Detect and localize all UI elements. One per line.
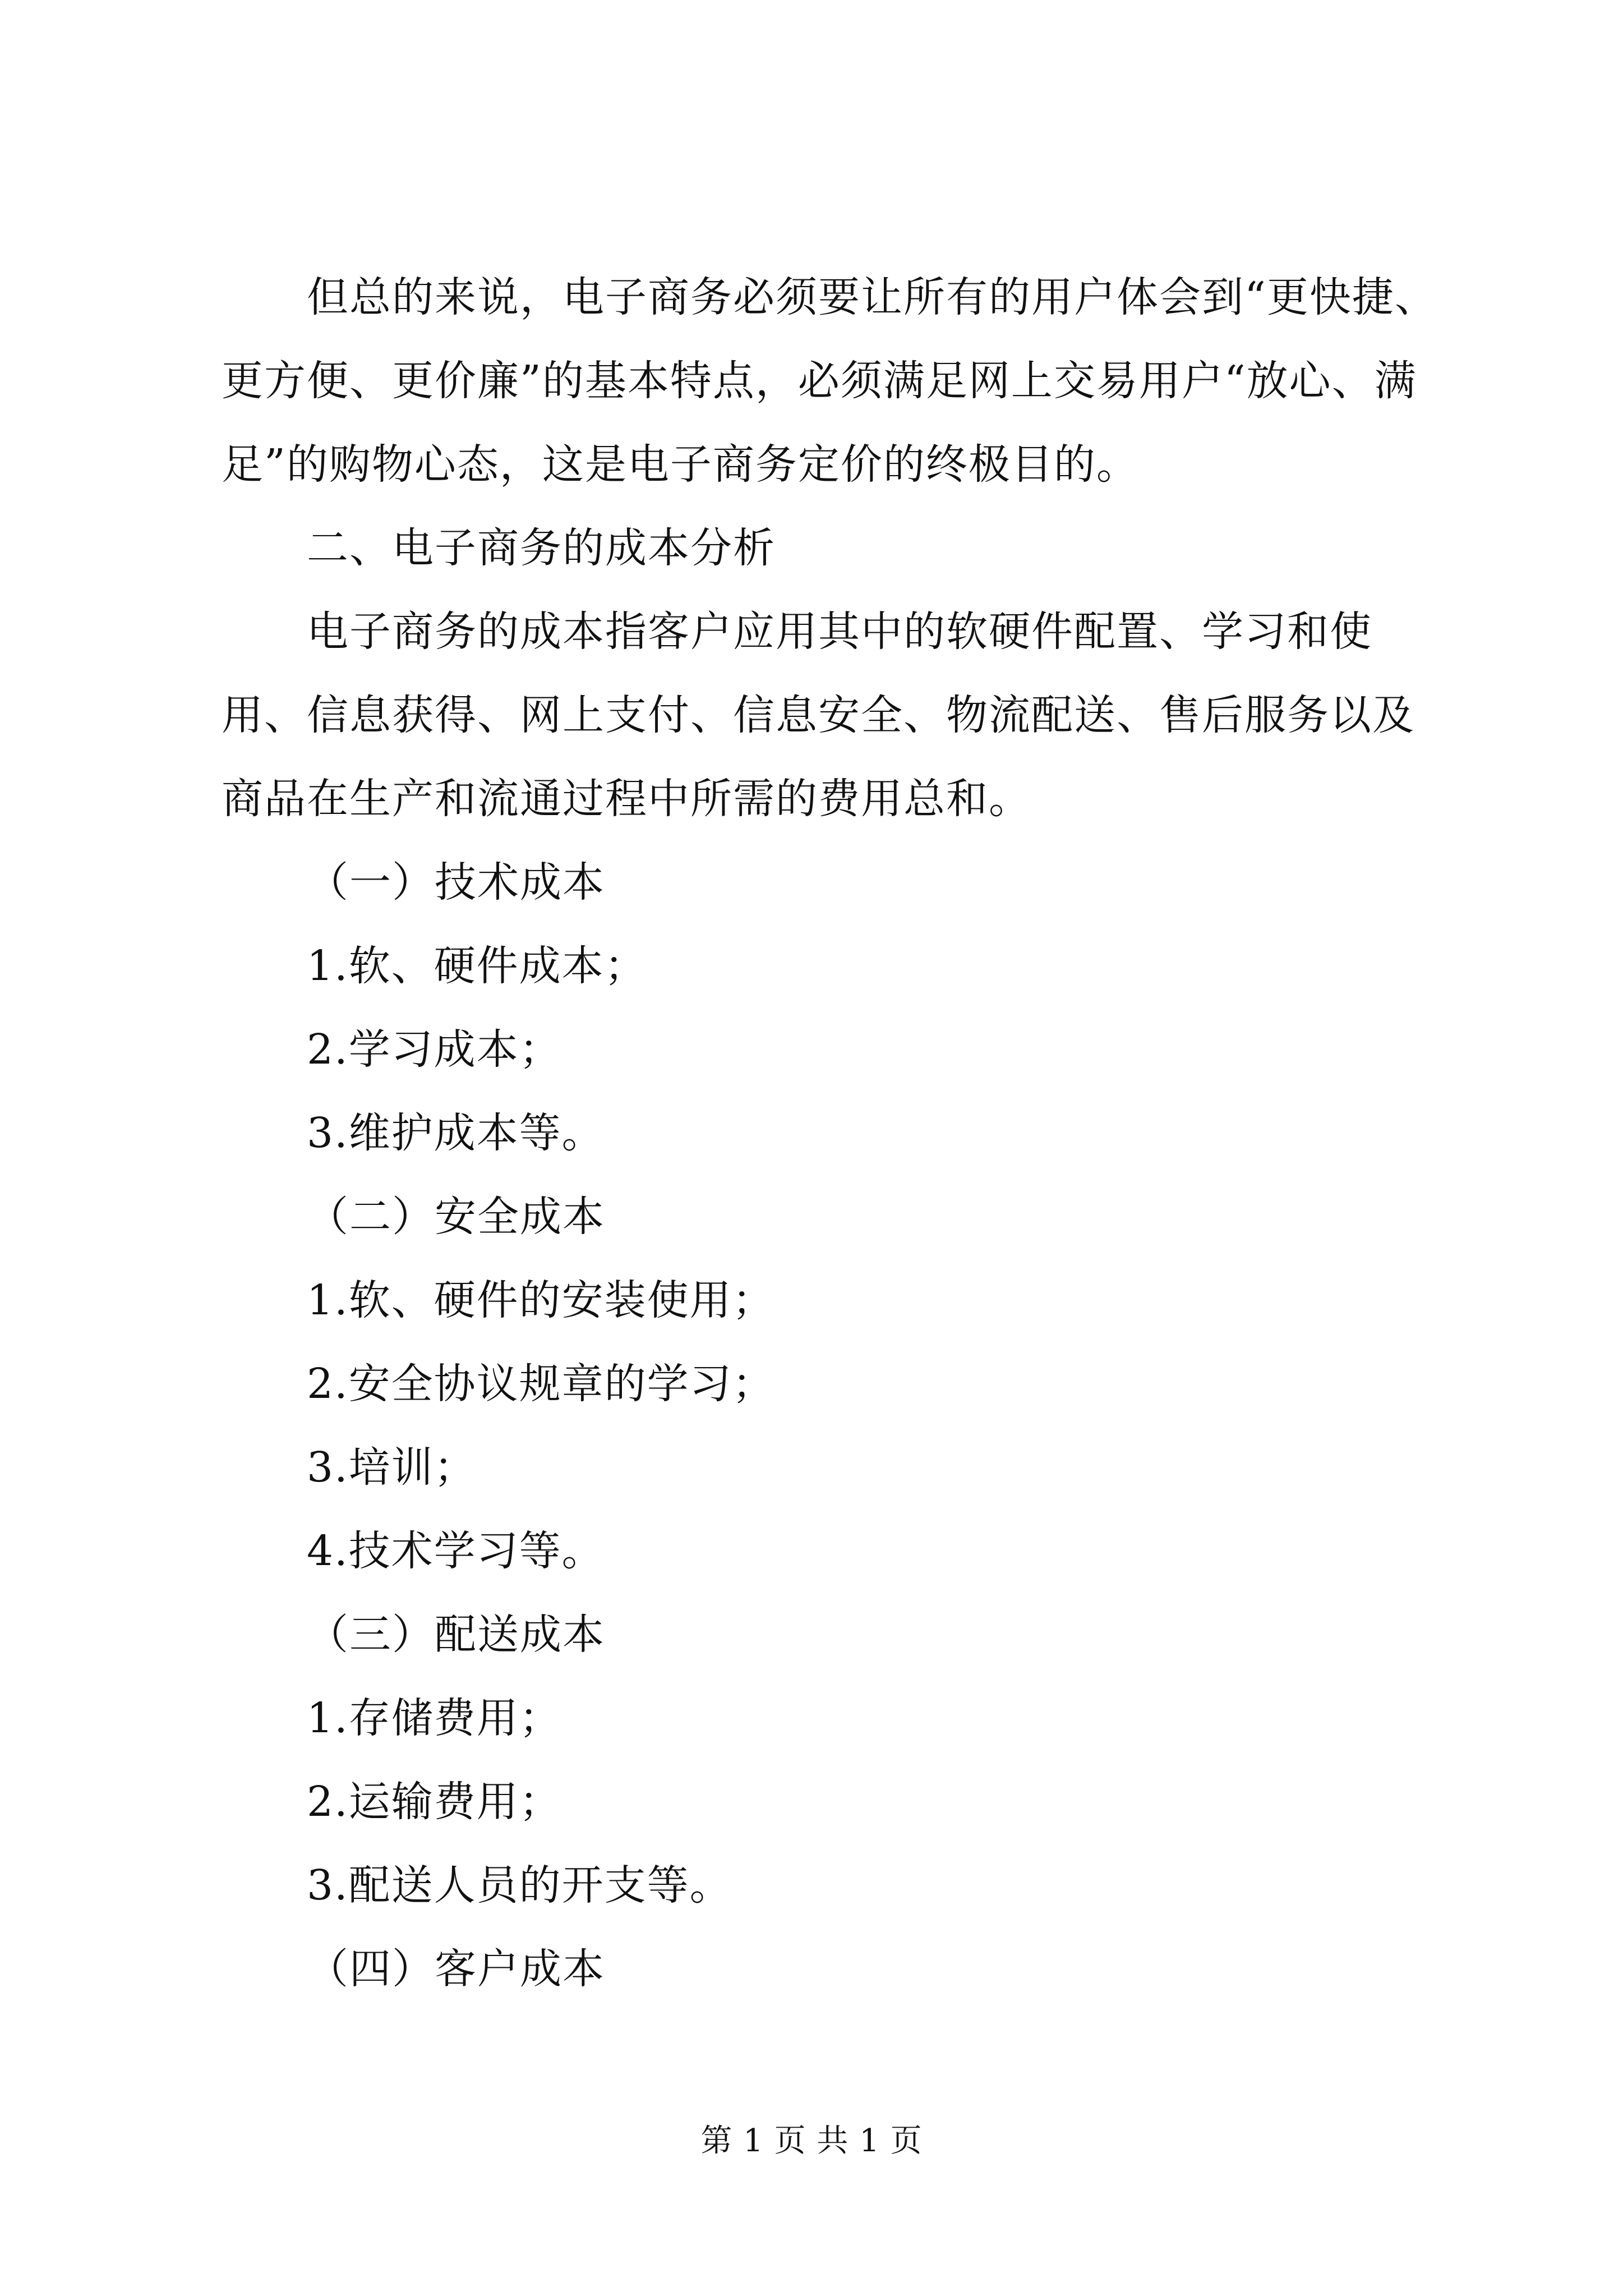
section-paragraph: 电子商务的成本指客户应用其中的软硬件配置、学习和使用、信息获得、网上支付、信息安全、物流配送、售后服务以及商品在生产和流通过程中所需的费用总和。 — [222, 608, 1415, 823]
list-item: 2.学习成本； — [307, 1025, 562, 1074]
list-item: 3.维护成本等。 — [307, 1109, 605, 1157]
list-item: 1.存储费用； — [307, 1694, 562, 1742]
list-item: 1.软、硬件的安装使用； — [307, 1276, 775, 1324]
section-title: 二、电子商务的成本分析 — [307, 524, 776, 572]
list-item: 1.软、硬件成本； — [307, 942, 647, 990]
page-footer: 第 1 页 共 1 页 — [700, 2123, 923, 2159]
list-item: 3.配送人员的开支等。 — [307, 1861, 732, 1910]
document-body — [222, 256, 1455, 2011]
intro-paragraph: 但总的来说，电子商务必须要让所有的用户体会到“更快捷、更方便、更价廉”的基本特点，必须满足网上交易用户“放心、满足”的购物心态，这是电子商务定价的终极目的。 — [222, 273, 1437, 489]
subsection-title-security-cost: （二）安全成本 — [307, 1193, 605, 1241]
subsection-title-delivery-cost: （三）配送成本 — [307, 1611, 605, 1659]
list-item: 4.技术学习等。 — [307, 1527, 605, 1575]
subsection-title-customer-cost: （四）客户成本 — [307, 1945, 605, 1993]
list-item: 2.运输费用； — [307, 1778, 562, 1826]
list-item: 2.安全协议规章的学习； — [307, 1360, 775, 1408]
subsection-title-technical-cost: （一）技术成本 — [307, 858, 605, 907]
list-item: 3.培训； — [307, 1443, 477, 1492]
